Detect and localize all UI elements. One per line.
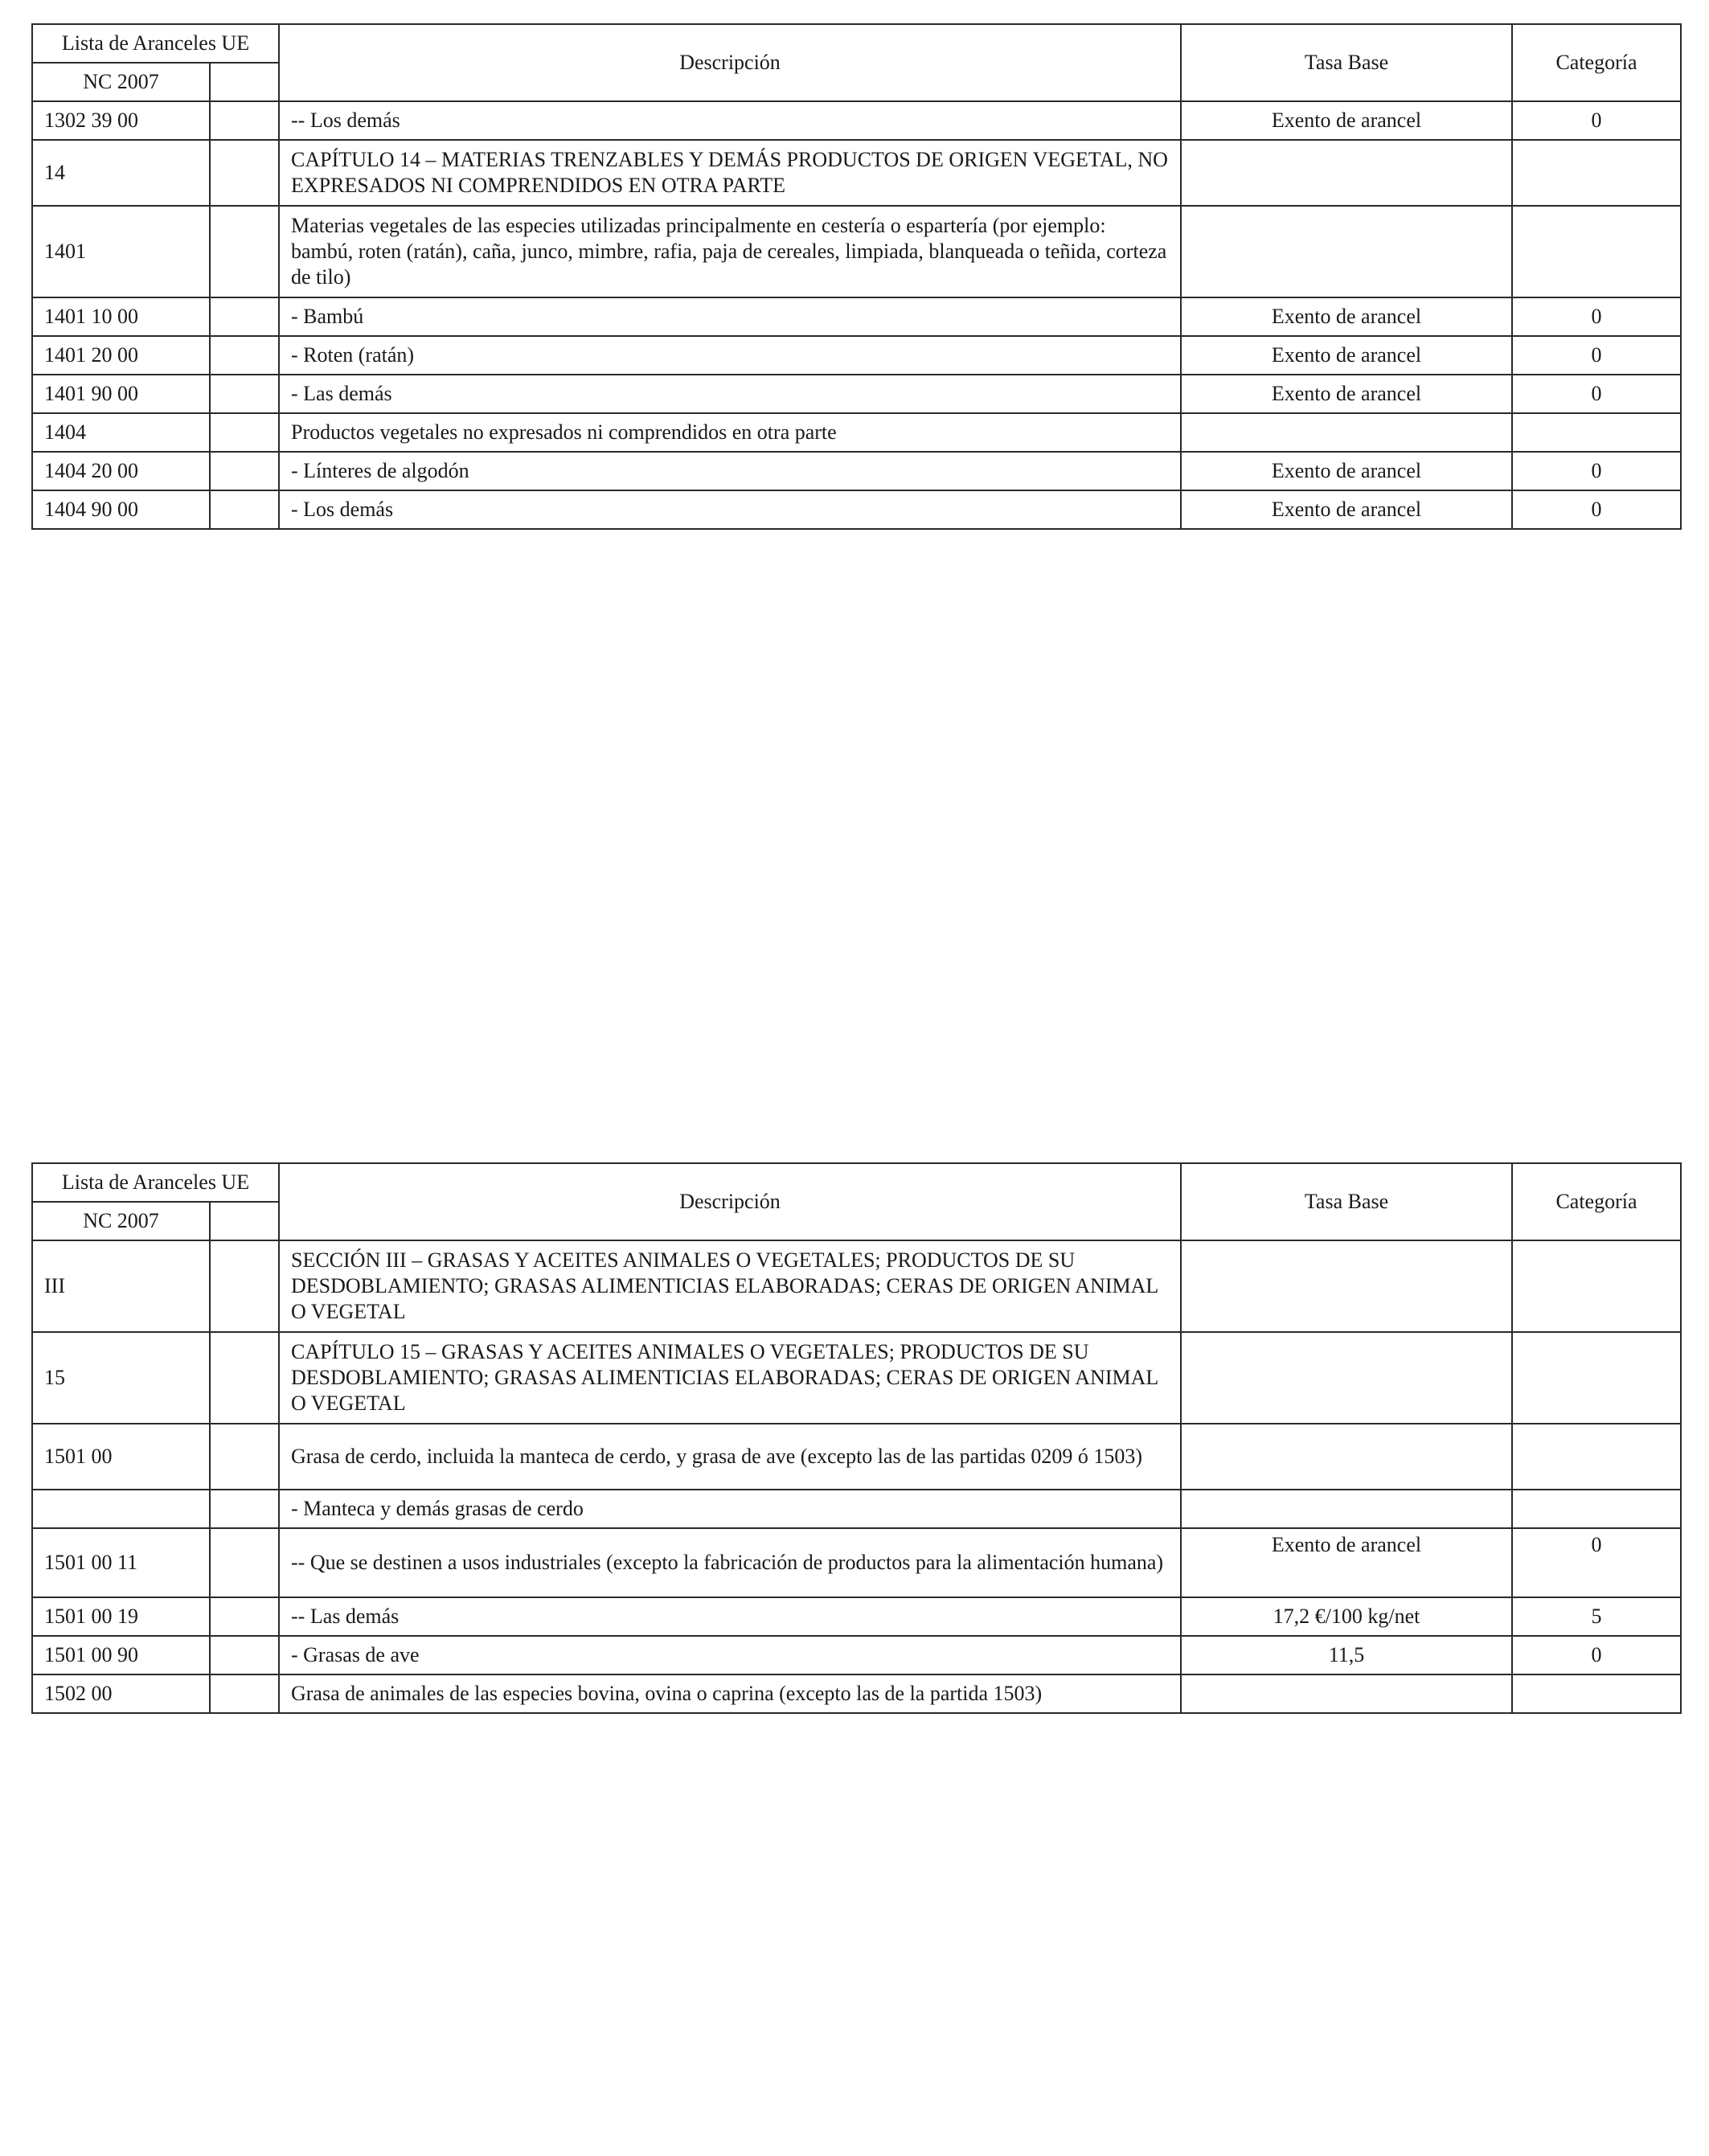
row-code: 15	[32, 1332, 210, 1424]
row-categoria	[1512, 1674, 1681, 1713]
row-description: CAPÍTULO 14 – MATERIAS TRENZABLES Y DEMÁS PRODUCTOS DE ORIGEN VEGETAL, NO EXPRESADOS NI COMPRENDIDOS EN OTRA PARTE	[279, 140, 1181, 206]
table-row	[32, 336, 1681, 375]
row-tasa-base	[1181, 1332, 1512, 1424]
row-categoria	[1512, 1424, 1681, 1490]
row-blank	[210, 490, 279, 529]
row-description: - Línteres de algodón	[279, 452, 1181, 490]
table-row	[32, 206, 1681, 297]
row-code: 1501 00 19	[32, 1597, 210, 1636]
table-row	[32, 140, 1681, 206]
row-tasa-base: Exento de arancel	[1181, 336, 1512, 375]
row-tasa-base: 17,2 €/100 kg/net	[1181, 1597, 1512, 1636]
row-blank	[210, 206, 279, 297]
row-blank	[210, 1332, 279, 1424]
row-code: 1404 20 00	[32, 452, 210, 490]
table-row	[32, 375, 1681, 413]
header-lista-aranceles: Lista de Aranceles UE	[32, 24, 279, 63]
row-description: -- Que se destinen a usos industriales (excepto la fabricación de productos para la alimentación humana)	[279, 1528, 1181, 1597]
row-tasa-base: Exento de arancel	[1181, 101, 1512, 140]
row-description: CAPÍTULO 15 – GRASAS Y ACEITES ANIMALES O VEGETALES; PRODUCTOS DE SU DESDOBLAMIENTO; GRASAS ALIMENTICIAS ELABORADAS; CERAS DE ORIGEN ANIMAL O VEGETAL	[279, 1332, 1181, 1424]
row-code: 1501 00	[32, 1424, 210, 1490]
table-row	[32, 297, 1681, 336]
header-tasa-base: Tasa Base	[1181, 24, 1512, 101]
table-row	[32, 413, 1681, 452]
row-tasa-base	[1181, 1490, 1512, 1528]
row-blank	[210, 1490, 279, 1528]
row-description: - Manteca y demás grasas de cerdo	[279, 1490, 1181, 1528]
header-blank-cell	[210, 63, 279, 101]
table-row	[32, 1240, 1681, 1332]
row-description: - Las demás	[279, 375, 1181, 413]
table-row	[32, 1332, 1681, 1424]
row-categoria	[1512, 1490, 1681, 1528]
row-categoria	[1512, 1332, 1681, 1424]
table-row	[32, 490, 1681, 529]
row-blank	[210, 1424, 279, 1490]
row-blank	[210, 1674, 279, 1713]
row-categoria	[1512, 206, 1681, 297]
row-categoria	[1512, 413, 1681, 452]
row-description: Grasa de cerdo, incluida la manteca de cerdo, y grasa de ave (excepto las de las partidas 0209 ó 1503)	[279, 1424, 1181, 1490]
row-blank	[210, 140, 279, 206]
row-tasa-base: Exento de arancel	[1181, 297, 1512, 336]
row-code: 1501 00 11	[32, 1528, 210, 1597]
table-row	[32, 1424, 1681, 1490]
header-descripcion: Descripción	[279, 24, 1181, 101]
row-code: 1401 90 00	[32, 375, 210, 413]
table-header	[32, 1163, 1681, 1240]
row-code: 1401 20 00	[32, 336, 210, 375]
row-tasa-base: Exento de arancel	[1181, 452, 1512, 490]
row-code: 1404 90 00	[32, 490, 210, 529]
header-tasa-base: Tasa Base	[1181, 1163, 1512, 1240]
row-categoria: 0	[1512, 297, 1681, 336]
row-categoria: 0	[1512, 375, 1681, 413]
row-categoria: 0	[1512, 101, 1681, 140]
row-description: SECCIÓN III – GRASAS Y ACEITES ANIMALES O VEGETALES; PRODUCTOS DE SU DESDOBLAMIENTO; GRASAS ALIMENTICIAS ELABORADAS; CERAS DE ORIGEN ANIMAL O VEGETAL	[279, 1240, 1181, 1332]
row-categoria	[1512, 140, 1681, 206]
row-blank	[210, 1636, 279, 1674]
table-row	[32, 101, 1681, 140]
table-header	[32, 24, 1681, 101]
row-tasa-base	[1181, 1674, 1512, 1713]
row-description: Materias vegetales de las especies utilizadas principalmente en cestería o espartería (por ejemplo: bambú, roten (ratán), caña, junco, mimbre, rafia, paja de cereales, limpiada, blanqueada o teñida, corteza de tilo)	[279, 206, 1181, 297]
row-code: 1501 00 90	[32, 1636, 210, 1674]
row-blank	[210, 452, 279, 490]
row-categoria	[1512, 1240, 1681, 1332]
row-code: 1404	[32, 413, 210, 452]
row-description: -- Las demás	[279, 1597, 1181, 1636]
row-code	[32, 1490, 210, 1528]
row-code: 1302 39 00	[32, 101, 210, 140]
table-row	[32, 1490, 1681, 1528]
row-blank	[210, 336, 279, 375]
row-blank	[210, 1597, 279, 1636]
row-tasa-base	[1181, 140, 1512, 206]
row-tasa-base	[1181, 1240, 1512, 1332]
table-row	[32, 1674, 1681, 1713]
row-description: Productos vegetales no expresados ni comprendidos en otra parte	[279, 413, 1181, 452]
row-description: - Los demás	[279, 490, 1181, 529]
row-categoria: 0	[1512, 490, 1681, 529]
row-blank	[210, 413, 279, 452]
header-categoria: Categoría	[1512, 1163, 1681, 1240]
table-row	[32, 1528, 1681, 1597]
row-code: 1502 00	[32, 1674, 210, 1713]
row-categoria: 0	[1512, 1528, 1681, 1597]
row-description: - Roten (ratán)	[279, 336, 1181, 375]
table-row	[32, 1597, 1681, 1636]
row-tasa-base: 11,5	[1181, 1636, 1512, 1674]
row-code: 1401	[32, 206, 210, 297]
row-blank	[210, 1528, 279, 1597]
row-blank	[210, 1240, 279, 1332]
row-description: Grasa de animales de las especies bovina, ovina o caprina (excepto las de la partida 1503)	[279, 1674, 1181, 1713]
row-code: 14	[32, 140, 210, 206]
header-nc-2007: NC 2007	[32, 1202, 210, 1240]
header-descripcion: Descripción	[279, 1163, 1181, 1240]
row-tasa-base: Exento de arancel	[1181, 490, 1512, 529]
table-row	[32, 1636, 1681, 1674]
header-nc-2007: NC 2007	[32, 63, 210, 101]
row-tasa-base	[1181, 1424, 1512, 1490]
row-categoria: 0	[1512, 452, 1681, 490]
row-blank	[210, 101, 279, 140]
header-blank-cell	[210, 1202, 279, 1240]
row-tasa-base	[1181, 206, 1512, 297]
table-row	[32, 452, 1681, 490]
row-description: -- Los demás	[279, 101, 1181, 140]
row-description: - Bambú	[279, 297, 1181, 336]
row-description: - Grasas de ave	[279, 1636, 1181, 1674]
tariff-table-1	[31, 23, 1682, 530]
row-code: III	[32, 1240, 210, 1332]
row-blank	[210, 375, 279, 413]
row-tasa-base	[1181, 413, 1512, 452]
row-blank	[210, 297, 279, 336]
row-categoria: 5	[1512, 1597, 1681, 1636]
header-categoria: Categoría	[1512, 24, 1681, 101]
header-lista-aranceles: Lista de Aranceles UE	[32, 1163, 279, 1202]
row-categoria: 0	[1512, 1636, 1681, 1674]
tariff-table-2	[31, 1162, 1682, 1714]
row-categoria: 0	[1512, 336, 1681, 375]
row-code: 1401 10 00	[32, 297, 210, 336]
row-tasa-base: Exento de arancel	[1181, 375, 1512, 413]
row-tasa-base: Exento de arancel	[1181, 1528, 1512, 1597]
